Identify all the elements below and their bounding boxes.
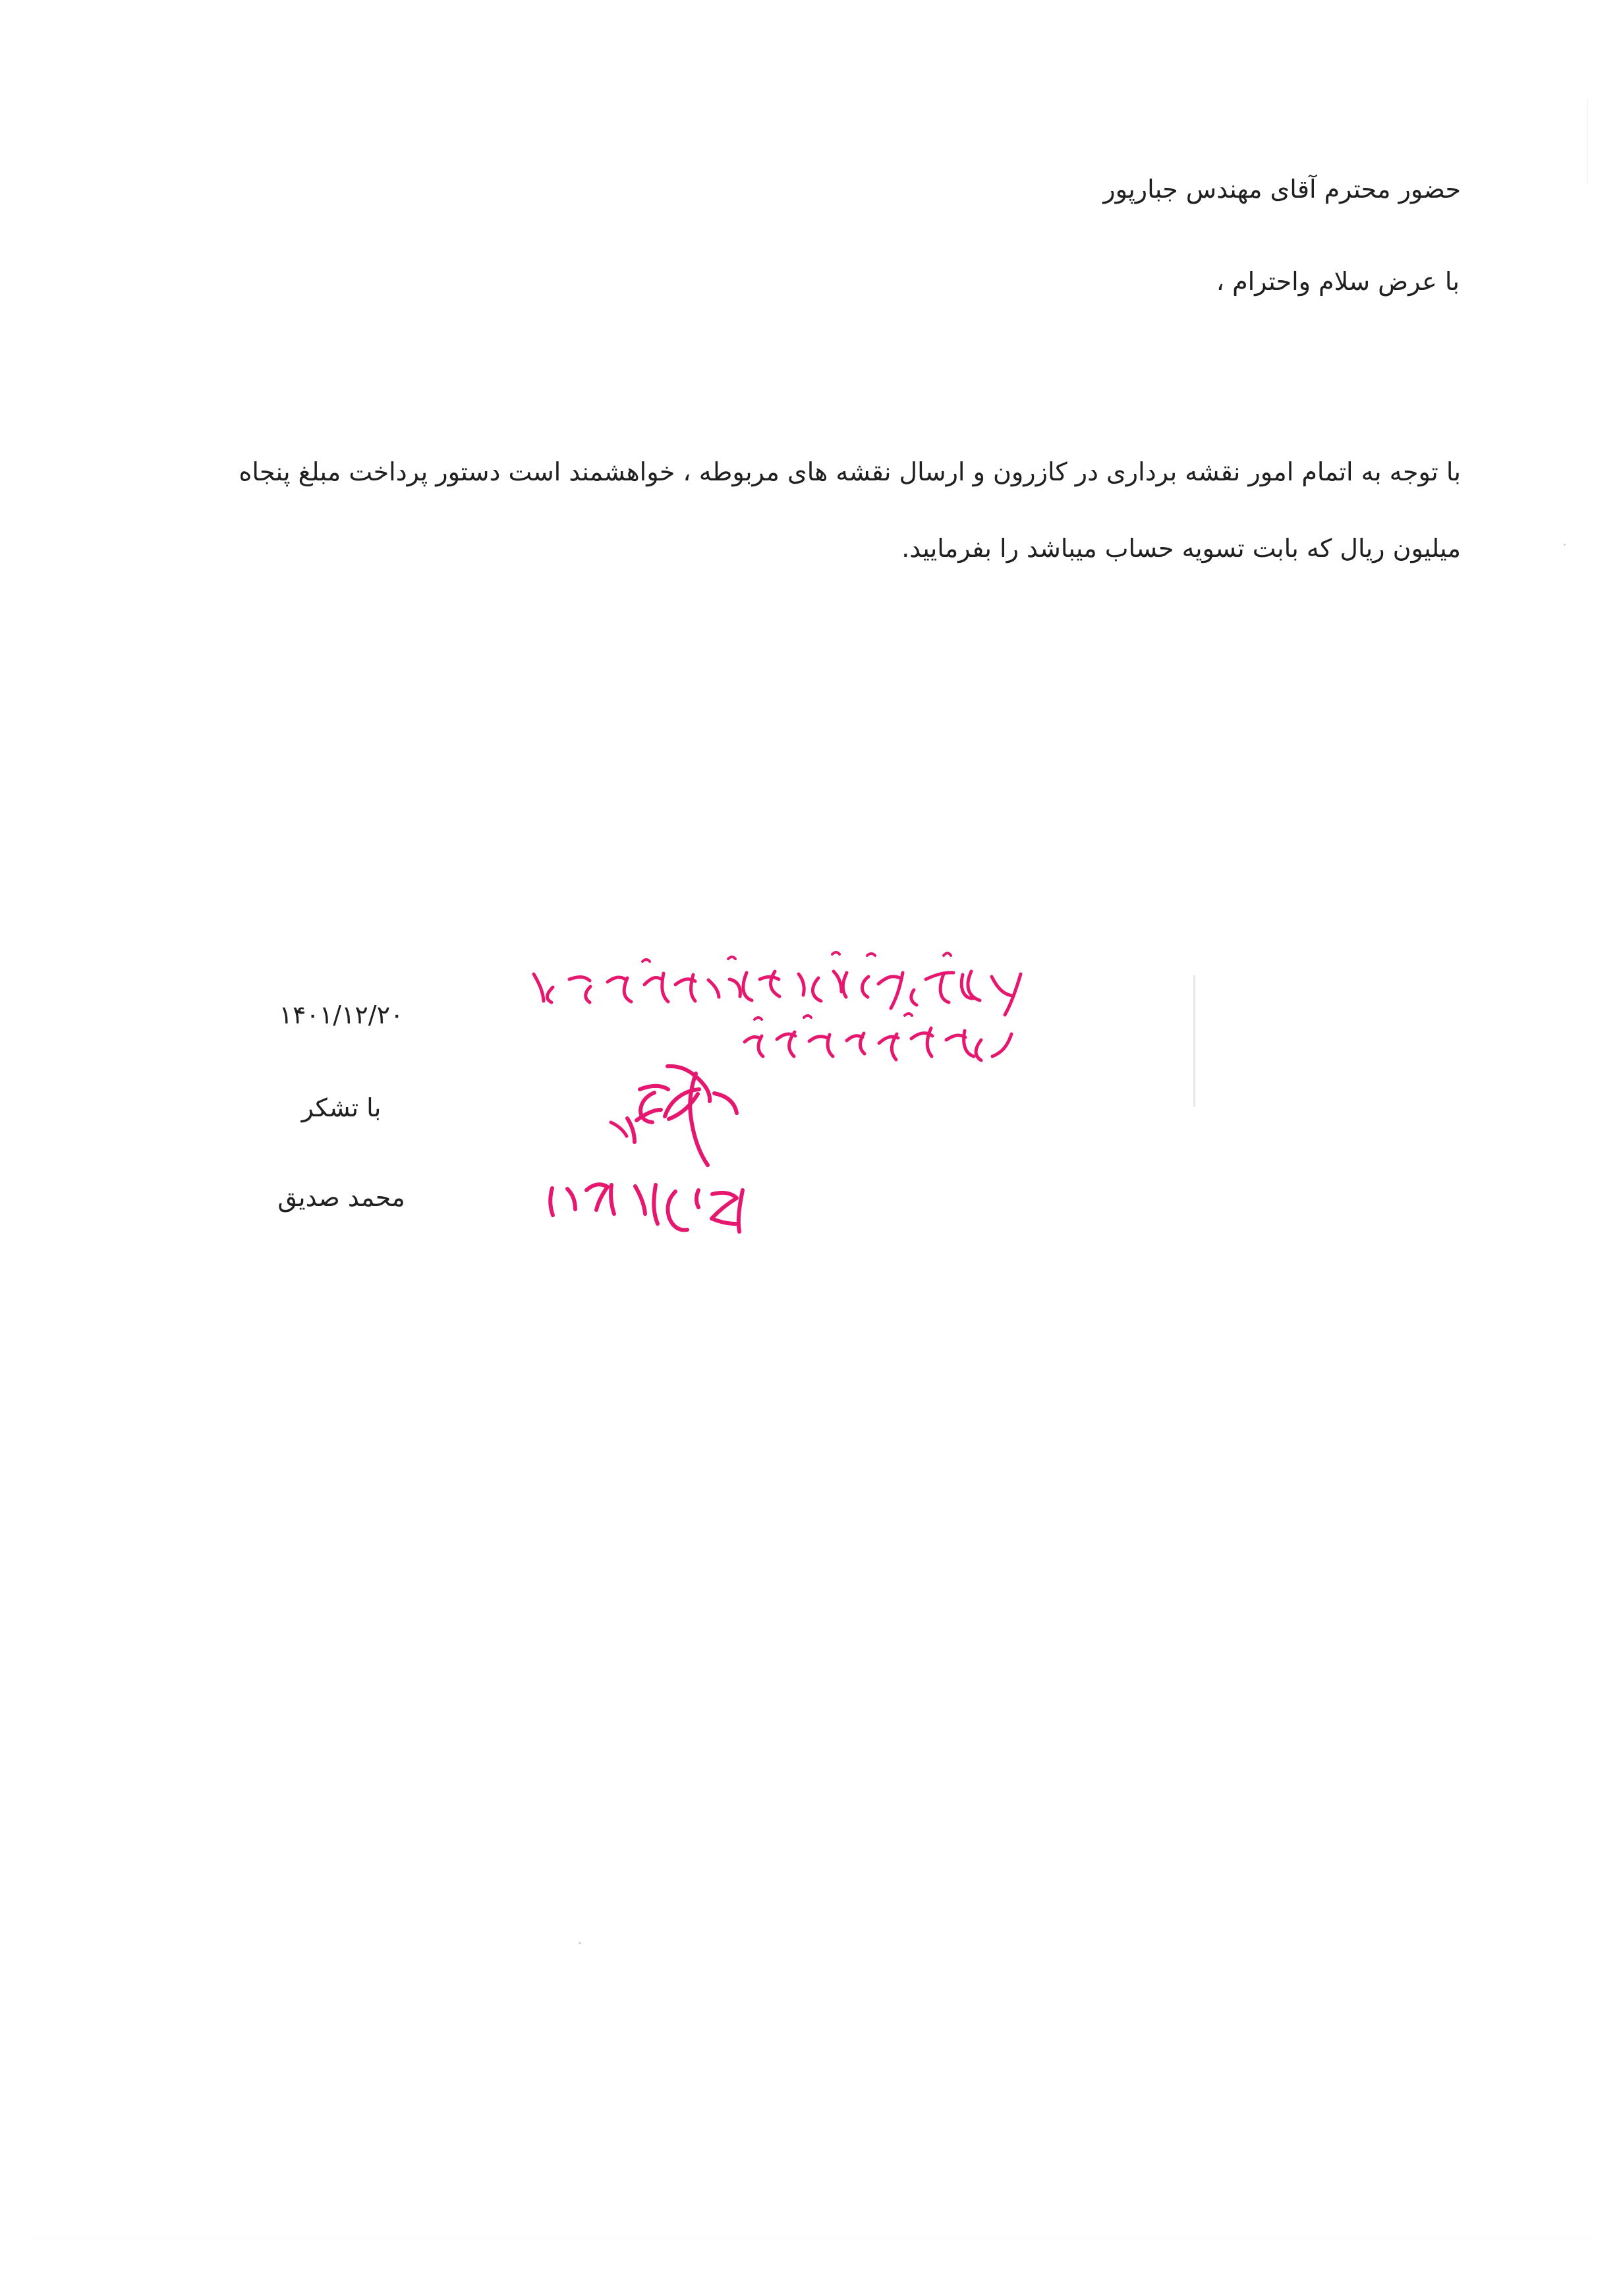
letter-body-line-2: میلیون ریال که بابت تسویه حساب میباشد را بفرمایید. [901, 534, 1461, 563]
scan-dust-mark [1564, 544, 1566, 546]
closing-thanks: با تشکر [301, 1093, 382, 1122]
scan-edge-mark [1587, 99, 1588, 185]
closing-date: ۱۴۰۱/۱۲/۲۰ [279, 1000, 404, 1029]
letter-body [143, 434, 1461, 587]
scan-bottom-shadow [26, 2237, 1595, 2239]
handwriting-ink [534, 952, 1021, 1232]
sender-name: محمد صدیق [277, 1183, 405, 1212]
salutation: حضور محترم آقای مهندس جبارپور [1103, 175, 1461, 204]
letter-body-line-1: با توجه به اتمام امور نقشه برداری در کازرون و ارسال نقشه های مربوطه ، خواهشمند است دستور پرداخت مبلغ پنجاه [239, 457, 1461, 486]
scan-dust-mark [579, 1942, 581, 1944]
handwritten-payment-note [507, 936, 1048, 1278]
scan-fold-mark [1193, 975, 1195, 1107]
greeting: با عرض سلام واحترام ، [1216, 267, 1460, 296]
